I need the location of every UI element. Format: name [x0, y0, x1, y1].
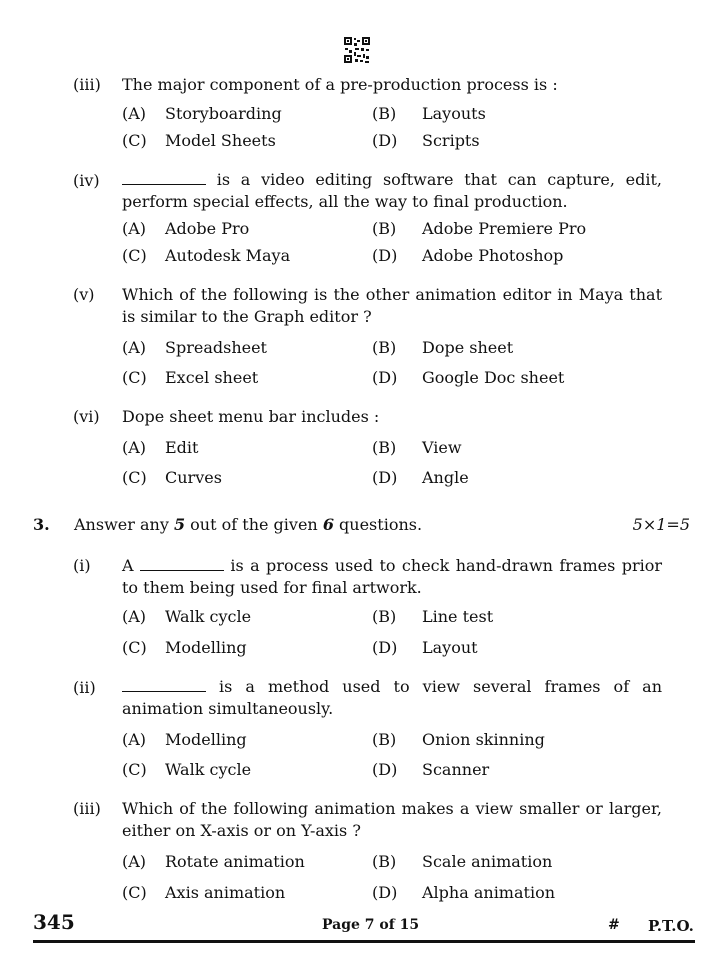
question-text: The major component of a pre-production process is :: [122, 75, 558, 94]
question-number: (iv): [73, 171, 100, 190]
answer-blank: [122, 677, 206, 692]
question-text: A is a process used to check hand-drawn frames prior to them being used for final artwork.: [122, 556, 663, 597]
option-c: (C) Model Sheets: [122, 131, 276, 150]
option-b: (B) Adobe Premiere Pro: [372, 219, 587, 238]
question-number: (iii): [73, 799, 101, 818]
option-a: (A) Edit: [122, 438, 199, 457]
option-d: (D) Scripts: [372, 131, 480, 150]
option-c: (C) Modelling: [122, 638, 247, 657]
option-b: (B) Dope sheet: [372, 338, 514, 357]
option-d: (D) Alpha animation: [372, 883, 555, 902]
answer-blank: [122, 170, 206, 185]
option-b: (B) Onion skinning: [372, 730, 545, 749]
option-c: (C) Axis animation: [122, 883, 286, 902]
question-text: is a method used to view several frames of an animation simultaneously.: [122, 677, 662, 718]
option-d: (D) Google Doc sheet: [372, 368, 565, 387]
option-d: (D) Scanner: [372, 760, 490, 779]
question-text: Which of the following animation makes a view smaller or larger, either on X-axis or on Y-axis ?: [122, 799, 662, 840]
option-d: (D) Angle: [372, 468, 469, 487]
question-number: (i): [73, 556, 91, 575]
qr-code: [343, 36, 371, 64]
option-a: (A) Storyboarding: [122, 104, 282, 123]
page-number: Page 7 of 15: [322, 917, 420, 933]
answer-blank: [140, 556, 224, 571]
question-number: (ii): [73, 678, 96, 697]
question-section-number: 3.: [33, 515, 50, 534]
option-b: (B) Scale animation: [372, 852, 553, 871]
question-text: is a video editing software that can capture, edit, perform special effects, all the way to final production.: [122, 170, 662, 211]
marks-allocation: 5×1=5: [632, 515, 690, 534]
option-d: (D) Adobe Photoshop: [372, 246, 564, 265]
option-b: (B) Layouts: [372, 104, 486, 123]
option-c: (C) Autodesk Maya: [122, 246, 291, 265]
option-b: (B) Line test: [372, 607, 494, 626]
pto-label: P.T.O.: [648, 917, 694, 935]
question-number: (iii): [73, 75, 101, 94]
option-a: (A) Modelling: [122, 730, 247, 749]
hash-mark: #: [608, 917, 620, 933]
footer-rule: [33, 940, 695, 943]
option-c: (C) Walk cycle: [122, 760, 252, 779]
option-b: (B) View: [372, 438, 462, 457]
question-text: Which of the following is the other animation editor in Maya that is similar to the Graph editor ?: [122, 285, 662, 326]
option-c: (C) Excel sheet: [122, 368, 259, 387]
option-d: (D) Layout: [372, 638, 478, 657]
option-a: (A) Walk cycle: [122, 607, 252, 626]
option-a: (A) Adobe Pro: [122, 219, 250, 238]
question-number: (vi): [73, 407, 100, 426]
question-number: (v): [73, 285, 95, 304]
option-a: (A) Spreadsheet: [122, 338, 267, 357]
section-instruction: Answer any 5 out of the given 6 questions.: [74, 515, 423, 534]
option-c: (C) Curves: [122, 468, 222, 487]
question-text: Dope sheet menu bar includes :: [122, 407, 380, 426]
paper-code: 345: [33, 910, 75, 934]
option-a: (A) Rotate animation: [122, 852, 305, 871]
